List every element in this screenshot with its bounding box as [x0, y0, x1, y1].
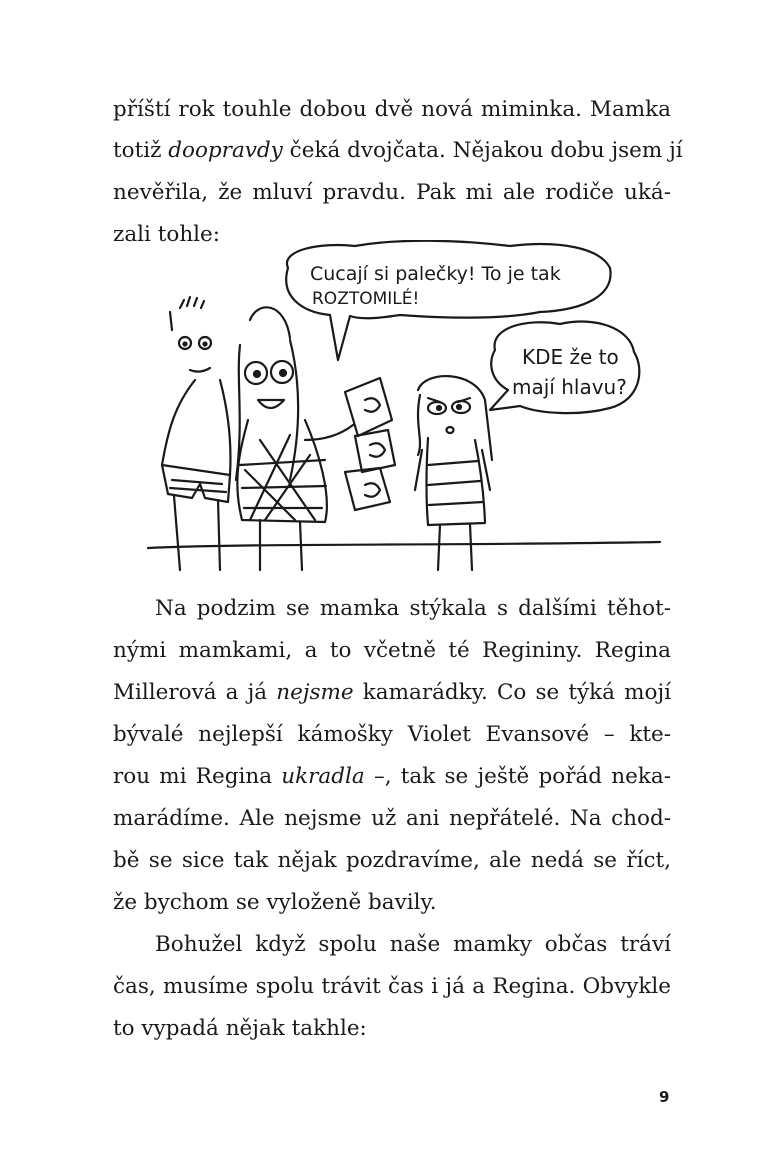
text-line: čas, musíme spolu trávit čas i já a Regina. Obvykle: [113, 974, 671, 999]
illustration: [140, 240, 670, 585]
page-number: 9: [659, 1088, 670, 1106]
text-line: [113, 762, 671, 792]
text-line: Na podzim se mamka stýkala s dalšími těhot-: [155, 596, 671, 621]
text-line: to vypadá nějak takhle:: [113, 1016, 367, 1041]
ultrasound-photos: [345, 378, 395, 510]
text-line: že bychom se vyloženě bavily.: [113, 890, 437, 915]
text-line: [113, 678, 671, 708]
text-line: nevěřila, že mluví pravdu. Pak mi ale rodiče uká-: [113, 180, 671, 205]
text-line: příští rok touhle dobou dvě nová miminka. Mamka: [113, 97, 671, 122]
speech-bubble-right-text: KDE že to: [522, 345, 619, 369]
text-line: nými mamkami, a to včetně té Regininy. Regina: [113, 638, 671, 663]
emphasis-text: ukradla: [281, 764, 365, 789]
text-line: bývalé nejlepší kámošky Violet Evansové – kte-: [113, 722, 671, 747]
speech-bubble-right-text: mají hlavu?: [512, 375, 627, 399]
text-span: čeká dvojčata. Nějakou dobu jsem jí: [282, 138, 683, 163]
dad-figure: [162, 297, 231, 570]
speech-bubble-left-text: ROZTOMILÉ!: [312, 289, 420, 309]
speech-bubble-left-text: Cucají si palečky! To je tak: [310, 263, 561, 285]
text-line: Bohužel když spolu naše mamky občas tráví: [155, 932, 671, 957]
text-line: bě se sice tak nějak pozdravíme, ale nedá se říct,: [113, 848, 671, 873]
text-span: kamarádky. Co se týká mojí: [353, 680, 671, 705]
text-span: totiž: [113, 138, 169, 163]
emphasis-text: nejsme: [276, 680, 354, 705]
girl-figure: [415, 376, 492, 570]
text-span: Millerová a já: [113, 680, 277, 705]
text-line: [113, 136, 683, 166]
text-line: marádíme. Ale nejsme už ani nepřátelé. Na chod-: [113, 806, 671, 831]
ground-line: [148, 542, 660, 548]
emphasis-text: doopravdy: [168, 138, 283, 163]
text-line: zali tohle:: [113, 222, 221, 247]
text-span: rou mi Regina: [113, 764, 282, 789]
text-span: –, tak se ještě pořád neka-: [364, 764, 671, 789]
